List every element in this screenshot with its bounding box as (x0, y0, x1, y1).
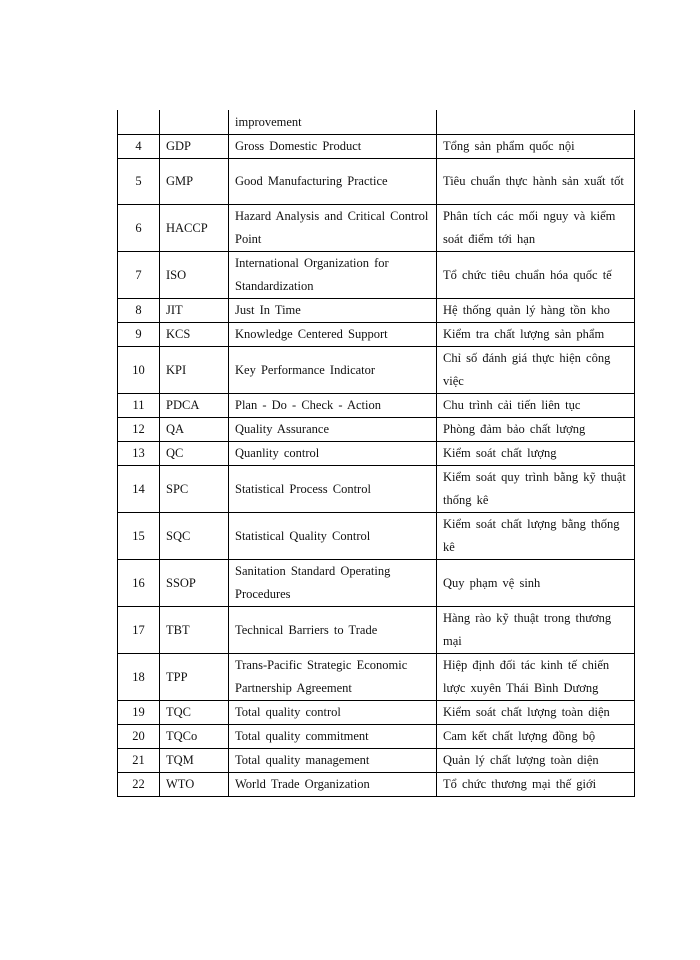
cell-no (118, 110, 160, 135)
cell-abbr: TQC (160, 701, 229, 725)
cell-abbr: WTO (160, 773, 229, 797)
cell-abbr: TBT (160, 607, 229, 654)
cell-english: World Trade Organization (229, 773, 437, 797)
cell-no: 17 (118, 607, 160, 654)
cell-no: 22 (118, 773, 160, 797)
cell-vietnamese: Kiểm soát chất lượng (437, 442, 635, 466)
table-row (118, 513, 635, 560)
cell-english: Quality Assurance (229, 418, 437, 442)
cell-no: 18 (118, 654, 160, 701)
table-row (118, 135, 635, 159)
cell-no: 20 (118, 725, 160, 749)
cell-abbr: TPP (160, 654, 229, 701)
cell-english: improvement (229, 110, 437, 135)
abbreviation-table (117, 110, 635, 797)
table-row-continuation (118, 110, 635, 135)
cell-vietnamese: Kiểm soát chất lượng toàn diện (437, 701, 635, 725)
table-row (118, 607, 635, 654)
cell-english: Technical Barriers to Trade (229, 607, 437, 654)
table-row (118, 418, 635, 442)
cell-english: Just In Time (229, 299, 437, 323)
cell-no: 12 (118, 418, 160, 442)
cell-english: Statistical Process Control (229, 466, 437, 513)
cell-english: Hazard Analysis and Critical Control Point (229, 205, 437, 252)
cell-abbr: GMP (160, 159, 229, 205)
cell-abbr: TQCo (160, 725, 229, 749)
cell-vietnamese: Hiệp định đối tác kinh tế chiến lược xuyên Thái Bình Dương (437, 654, 635, 701)
cell-vietnamese: Chỉ số đánh giá thực hiện công việc (437, 347, 635, 394)
cell-no: 6 (118, 205, 160, 252)
cell-english: Sanitation Standard Operating Procedures (229, 560, 437, 607)
cell-no: 7 (118, 252, 160, 299)
cell-vietnamese: Kiểm soát chất lượng bằng thống kê (437, 513, 635, 560)
cell-english: Trans-Pacific Strategic Economic Partnership Agreement (229, 654, 437, 701)
cell-abbr: SSOP (160, 560, 229, 607)
cell-vietnamese (437, 110, 635, 135)
cell-english: Gross Domestic Product (229, 135, 437, 159)
table-row (118, 442, 635, 466)
cell-vietnamese: Phân tích các mối nguy và kiểm soát điểm tới hạn (437, 205, 635, 252)
table-row (118, 252, 635, 299)
cell-vietnamese: Tiêu chuẩn thực hành sản xuất tốt (437, 159, 635, 205)
cell-abbr: TQM (160, 749, 229, 773)
cell-english: Total quality management (229, 749, 437, 773)
cell-abbr: QC (160, 442, 229, 466)
cell-vietnamese: Hàng rào kỹ thuật trong thương mại (437, 607, 635, 654)
cell-abbr: KCS (160, 323, 229, 347)
table-row (118, 394, 635, 418)
cell-abbr: HACCP (160, 205, 229, 252)
cell-no: 9 (118, 323, 160, 347)
cell-no: 5 (118, 159, 160, 205)
cell-vietnamese: Kiểm soát quy trình bằng kỹ thuật thống kê (437, 466, 635, 513)
cell-abbr: QA (160, 418, 229, 442)
cell-english: International Organization for Standardization (229, 252, 437, 299)
cell-english: Total quality control (229, 701, 437, 725)
cell-abbr: ISO (160, 252, 229, 299)
cell-no: 19 (118, 701, 160, 725)
table-row (118, 749, 635, 773)
cell-abbr (160, 110, 229, 135)
table-row (118, 347, 635, 394)
table-row (118, 205, 635, 252)
cell-abbr: KPI (160, 347, 229, 394)
table-row (118, 725, 635, 749)
cell-vietnamese: Kiểm tra chất lượng sản phẩm (437, 323, 635, 347)
cell-abbr: SPC (160, 466, 229, 513)
table-row (118, 159, 635, 205)
cell-no: 13 (118, 442, 160, 466)
table-row (118, 466, 635, 513)
table-row (118, 773, 635, 797)
cell-english: Plan - Do - Check - Action (229, 394, 437, 418)
table-row (118, 299, 635, 323)
cell-vietnamese: Tổ chức tiêu chuẩn hóa quốc tế (437, 252, 635, 299)
cell-no: 16 (118, 560, 160, 607)
cell-vietnamese: Cam kết chất lượng đồng bộ (437, 725, 635, 749)
table-row (118, 654, 635, 701)
cell-abbr: GDP (160, 135, 229, 159)
cell-no: 10 (118, 347, 160, 394)
cell-english: Total quality commitment (229, 725, 437, 749)
cell-abbr: PDCA (160, 394, 229, 418)
cell-no: 14 (118, 466, 160, 513)
cell-vietnamese: Quy phạm vệ sinh (437, 560, 635, 607)
table-row (118, 701, 635, 725)
table-row (118, 323, 635, 347)
cell-abbr: JIT (160, 299, 229, 323)
cell-english: Knowledge Centered Support (229, 323, 437, 347)
cell-english: Key Performance Indicator (229, 347, 437, 394)
cell-vietnamese: Chu trình cải tiến liên tục (437, 394, 635, 418)
cell-english: Good Manufacturing Practice (229, 159, 437, 205)
cell-vietnamese: Hệ thống quản lý hàng tồn kho (437, 299, 635, 323)
cell-abbr: SQC (160, 513, 229, 560)
cell-english: Quanlity control (229, 442, 437, 466)
cell-no: 15 (118, 513, 160, 560)
cell-english: Statistical Quality Control (229, 513, 437, 560)
cell-vietnamese: Tổ chức thương mại thế giới (437, 773, 635, 797)
cell-no: 21 (118, 749, 160, 773)
cell-vietnamese: Phòng đảm bảo chất lượng (437, 418, 635, 442)
cell-vietnamese: Tổng sản phẩm quốc nội (437, 135, 635, 159)
table-row (118, 560, 635, 607)
cell-no: 8 (118, 299, 160, 323)
cell-vietnamese: Quản lý chất lượng toàn diện (437, 749, 635, 773)
cell-no: 4 (118, 135, 160, 159)
cell-no: 11 (118, 394, 160, 418)
